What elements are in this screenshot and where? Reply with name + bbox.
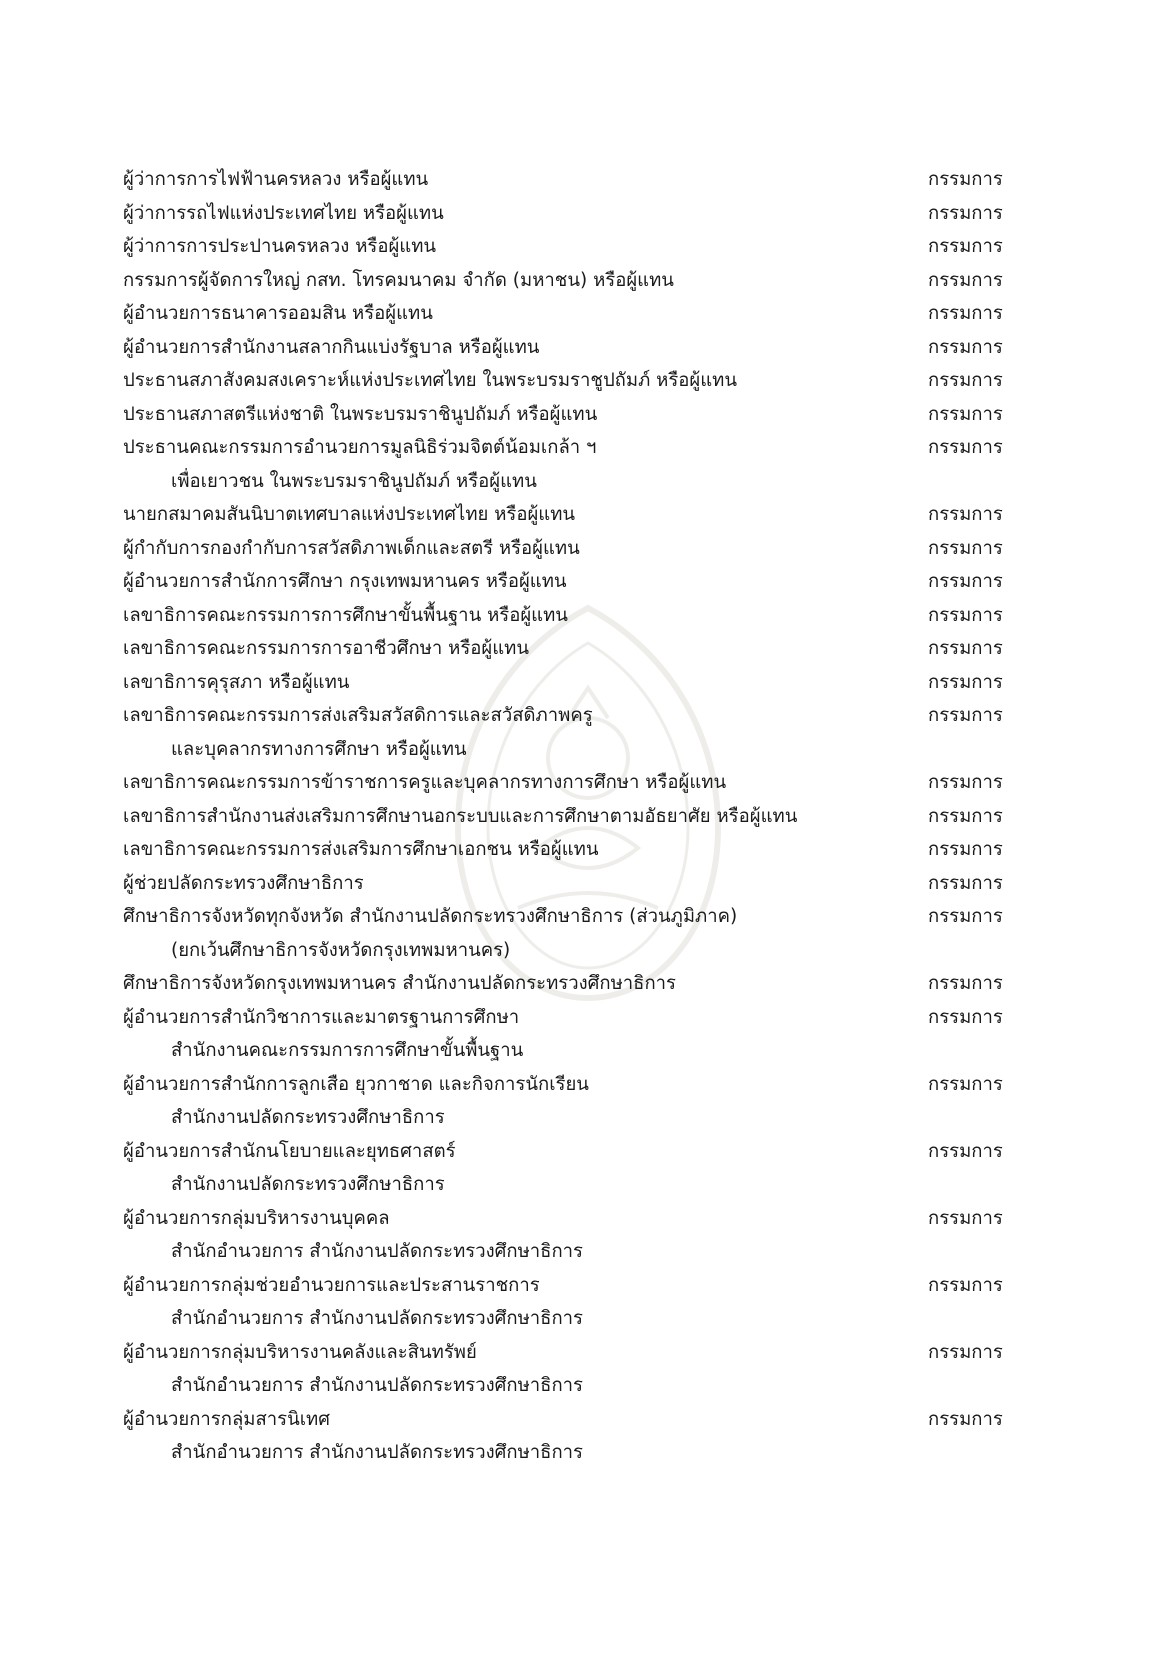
member-role: กรรมการ: [928, 1140, 1003, 1162]
list-item: [123, 900, 1023, 967]
member-title-continuation: สำนักอำนวยการ สำนักงานปลัดกระทรวงศึกษาธิการ: [171, 1442, 583, 1463]
committee-member-list: [123, 163, 1023, 1470]
member-title: ผู้อำนวยการธนาคารออมสิน หรือผู้แทน: [123, 303, 433, 324]
member-role: กรรมการ: [928, 604, 1003, 626]
member-title: เลขาธิการคณะกรรมการข้าราชการครูและบุคลากรทางการศึกษา หรือผู้แทน: [123, 772, 727, 793]
member-role: กรรมการ: [928, 437, 1003, 458]
member-role: กรรมการ: [928, 805, 1003, 827]
member-role: กรรมการ: [928, 772, 1003, 793]
member-title: เลขาธิการคณะกรรมการการศึกษาขั้นพื้นฐาน หรือผู้แทน: [123, 604, 568, 626]
member-role: กรรมการ: [928, 202, 1003, 224]
member-role: กรรมการ: [928, 269, 1003, 291]
member-title: ผู้ว่าการการไฟฟ้านครหลวง หรือผู้แทน: [123, 169, 429, 190]
member-role: กรรมการ: [928, 1006, 1003, 1028]
member-title: ผู้กำกับการกองกำกับการสวัสดิภาพเด็กและสตรี หรือผู้แทน: [123, 537, 580, 559]
list-item: [123, 1135, 1023, 1202]
member-title: ผู้อำนวยการสำนักวิชาการและมาตรฐานการศึกษา: [123, 1006, 520, 1028]
member-title: ผู้ช่วยปลัดกระทรวงศึกษาธิการ: [123, 872, 364, 894]
member-title: นายกสมาคมสันนิบาตเทศบาลแห่งประเทศไทย หรือผู้แทน: [123, 504, 576, 525]
list-item: [123, 867, 1023, 901]
list-item: [123, 264, 1023, 298]
member-title: ผู้อำนวยการสำนักการลูกเสือ ยุวกาชาด และกิจการนักเรียน: [123, 1073, 589, 1095]
member-role: กรรมการ: [928, 336, 1003, 358]
member-title: ผู้ว่าการรถไฟแห่งประเทศไทย หรือผู้แทน: [123, 202, 444, 224]
member-title: ประธานสภาสตรีแห่งชาติ ในพระบรมราชินูปถัมภ์ หรือผู้แทน: [123, 403, 598, 425]
member-title: ผู้อำนวยการกลุ่มช่วยอำนวยการและประสานราชการ: [123, 1274, 540, 1296]
member-title: ผู้อำนวยการกลุ่มสารนิเทศ: [123, 1408, 330, 1430]
member-title: ผู้อำนวยการกลุ่มบริหารงานบุคคล: [123, 1207, 390, 1229]
member-title: เลขาธิการคณะกรรมการการอาชีวศึกษา หรือผู้แทน: [123, 638, 530, 659]
member-title-continuation: (ยกเว้นศึกษาธิการจังหวัดกรุงเทพมหานคร): [171, 939, 511, 961]
member-title: เลขาธิการคณะกรรมการส่งเสริมสวัสดิการและสวัสดิภาพครู: [123, 705, 593, 726]
member-title-continuation: และบุคลากรทางการศึกษา หรือผู้แทน: [171, 738, 467, 760]
list-item: [123, 498, 1023, 532]
list-item: [123, 800, 1023, 834]
member-role: กรรมการ: [928, 504, 1003, 525]
list-item: [123, 599, 1023, 633]
list-item: [123, 1269, 1023, 1336]
list-item: [123, 666, 1023, 700]
list-item: [123, 565, 1023, 599]
member-title: ประธานสภาสังคมสงเคราะห์แห่งประเทศไทย ในพระบรมราชูปถัมภ์ หรือผู้แทน: [123, 370, 738, 391]
list-item: [123, 1336, 1023, 1403]
member-title-continuation: เพื่อเยาวชน ในพระบรมราชินูปถัมภ์ หรือผู้แทน: [171, 470, 537, 492]
list-item: [123, 163, 1023, 197]
member-title-continuation: สำนักอำนวยการ สำนักงานปลัดกระทรวงศึกษาธิการ: [171, 1308, 583, 1329]
member-role: กรรมการ: [928, 537, 1003, 559]
list-item: [123, 1068, 1023, 1135]
member-title: เลขาธิการคณะกรรมการส่งเสริมการศึกษาเอกชน หรือผู้แทน: [123, 839, 599, 860]
list-item: [123, 532, 1023, 566]
member-role: กรรมการ: [928, 303, 1003, 324]
member-role: กรรมการ: [928, 1408, 1003, 1430]
list-item: [123, 632, 1023, 666]
list-item: [123, 197, 1023, 231]
member-title: ผู้อำนวยการสำนักการศึกษา กรุงเทพมหานคร หรือผู้แทน: [123, 571, 567, 592]
list-item: [123, 766, 1023, 800]
member-role: กรรมการ: [928, 236, 1003, 257]
member-role: กรรมการ: [928, 839, 1003, 860]
member-title: เลขาธิการสำนักงานส่งเสริมการศึกษานอกระบบและการศึกษาตามอัธยาศัย หรือผู้แทน: [123, 805, 798, 827]
member-role: กรรมการ: [928, 571, 1003, 592]
member-title: เลขาธิการคุรุสภา หรือผู้แทน: [123, 671, 350, 693]
list-item: [123, 1001, 1023, 1068]
member-role: กรรมการ: [928, 705, 1003, 726]
member-title: ศึกษาธิการจังหวัดทุกจังหวัด สำนักงานปลัดกระทรวงศึกษาธิการ (ส่วนภูมิภาค): [123, 906, 738, 927]
list-item: [123, 230, 1023, 264]
member-role: กรรมการ: [928, 403, 1003, 425]
member-role: กรรมการ: [928, 906, 1003, 927]
member-role: กรรมการ: [928, 169, 1003, 190]
member-role: กรรมการ: [928, 973, 1003, 994]
member-title: ผู้อำนวยการสำนักนโยบายและยุทธศาสตร์: [123, 1140, 456, 1162]
list-item: [123, 699, 1023, 766]
list-item: [123, 331, 1023, 365]
member-role: กรรมการ: [928, 1341, 1003, 1363]
member-role: กรรมการ: [928, 872, 1003, 894]
list-item: [123, 1202, 1023, 1269]
list-item: [123, 967, 1023, 1001]
member-role: กรรมการ: [928, 1073, 1003, 1095]
member-role: กรรมการ: [928, 671, 1003, 693]
member-title: ศึกษาธิการจังหวัดกรุงเทพมหานคร สำนักงานปลัดกระทรวงศึกษาธิการ: [123, 973, 676, 994]
member-role: กรรมการ: [928, 1207, 1003, 1229]
member-title-continuation: สำนักอำนวยการ สำนักงานปลัดกระทรวงศึกษาธิการ: [171, 1375, 583, 1396]
list-item: [123, 364, 1023, 398]
member-title-continuation: สำนักงานปลัดกระทรวงศึกษาธิการ: [171, 1107, 445, 1128]
list-item: [123, 833, 1023, 867]
member-title-continuation: สำนักอำนวยการ สำนักงานปลัดกระทรวงศึกษาธิการ: [171, 1241, 583, 1262]
member-title: ผู้อำนวยการสำนักงานสลากกินแบ่งรัฐบาล หรือผู้แทน: [123, 336, 540, 358]
member-role: กรรมการ: [928, 1274, 1003, 1296]
member-title-continuation: สำนักงานคณะกรรมการการศึกษาขั้นพื้นฐาน: [171, 1040, 524, 1061]
member-role: กรรมการ: [928, 638, 1003, 659]
member-role: กรรมการ: [928, 370, 1003, 391]
list-item: [123, 1403, 1023, 1470]
list-item: [123, 431, 1023, 498]
list-item: [123, 398, 1023, 432]
list-item: [123, 297, 1023, 331]
member-title-continuation: สำนักงานปลัดกระทรวงศึกษาธิการ: [171, 1174, 445, 1195]
member-title: ประธานคณะกรรมการอำนวยการมูลนิธิร่วมจิตต์น้อมเกล้า ฯ: [123, 437, 597, 458]
member-title: ผู้ว่าการการประปานครหลวง หรือผู้แทน: [123, 236, 437, 257]
member-title: ผู้อำนวยการกลุ่มบริหารงานคลังและสินทรัพย์: [123, 1341, 477, 1363]
member-title: กรรมการผู้จัดการใหญ่ กสท. โทรคมนาคม จำกัด (มหาชน) หรือผู้แทน: [123, 269, 674, 291]
